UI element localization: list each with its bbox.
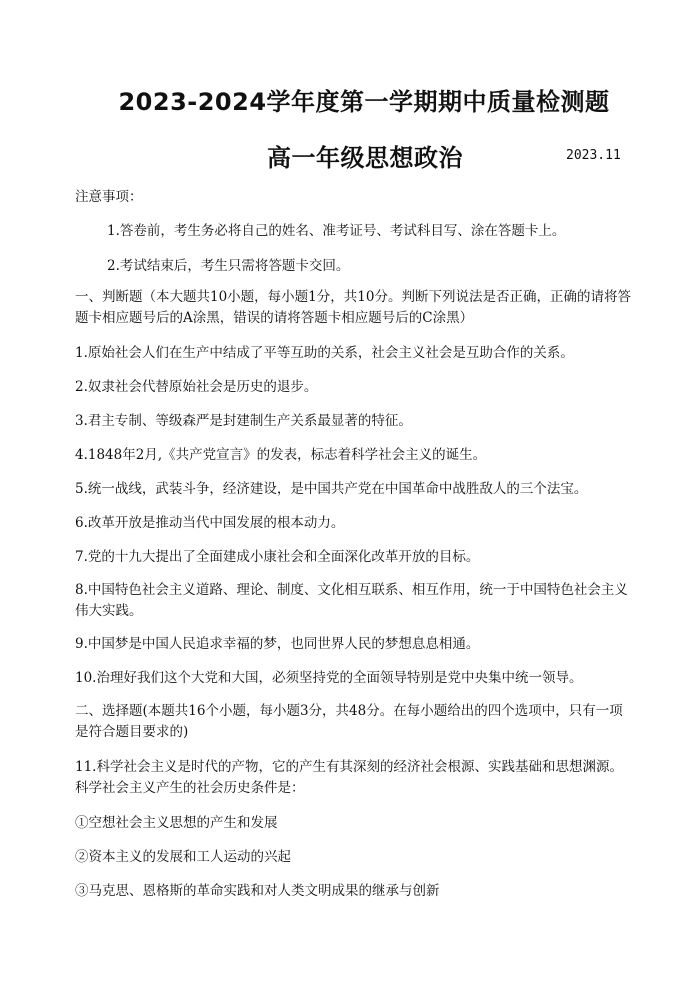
section1-heading: 一、判断题（本大题共10小题，每小题1分，共10分。判断下列说法是否正确，正确的请将答题卡相应题号后的A涂黑，错误的请将答题卡相应题号后的C涂黑） — [75, 289, 631, 326]
exam-subtitle: 高一年级思想政治 — [267, 144, 463, 172]
question-option: ②资本主义的发展和工人运动的兴起 — [75, 849, 291, 865]
question-option: ③马克思、恩格斯的革命实践和对人类文明成果的继承与创新 — [75, 883, 440, 899]
question-item: 2.奴隶社会代替原始社会是历史的退步。 — [75, 379, 318, 395]
question-item: 4.1848年2月,《共产党宣言》的发表，标志着科学社会主义的诞生。 — [75, 447, 487, 463]
exam-title: 2023-2024学年度第一学期期中质量检测题 — [118, 88, 610, 116]
question-item: 3.君主专制、等级森严是封建制生产关系最显著的特征。 — [75, 413, 412, 429]
question-item: 6.改革开放是推动当代中国发展的根本动力。 — [75, 515, 345, 531]
notice-item: 2.考试结束后，考生只需将答题卡交回。 — [107, 258, 350, 274]
notice-heading: 注意事项： — [75, 189, 143, 205]
question-item: 9.中国梦是中国人民追求幸福的梦，也同世界人民的梦想息息相通。 — [75, 636, 480, 652]
question-option: ①空想社会主义思想的产生和发展 — [75, 815, 278, 831]
question-item: 1.原始社会人们在生产中结成了平等互助的关系，社会主义社会是互助合作的关系。 — [75, 345, 574, 361]
question-stem: 11.科学社会主义是时代的产物，它的产生有其深刻的经济社会根源、实践基础和思想渊源。科学社会主义产生的社会历史条件是： — [75, 759, 623, 796]
section2-heading: 二、选择题(本题共16个小题，每小题3分，共48分。在每小题给出的四个选项中，只有一项是符合题目要求的) — [75, 703, 623, 740]
question-item: 10.治理好我们这个大党和大国，必须坚持党的全面领导特别是党中央集中统一领导。 — [75, 670, 583, 686]
question-item: 7.党的十九大提出了全面建成小康社会和全面深化改革开放的目标。 — [75, 549, 480, 565]
question-item: 5.统一战线，武装斗争，经济建设，是中国共产党在中国革命中战胜敌人的三个法宝。 — [75, 481, 588, 497]
question-item: 8.中国特色社会主义道路、理论、制度、文化相互联系、相互作用，统一于中国特色社会主义伟大实践。 — [75, 582, 628, 619]
notice-item: 1.答卷前，考生务必将自己的姓名、准考证号、考试科目写、涂在答题卡上。 — [107, 223, 566, 239]
exam-date: 2023.11 — [566, 148, 621, 163]
